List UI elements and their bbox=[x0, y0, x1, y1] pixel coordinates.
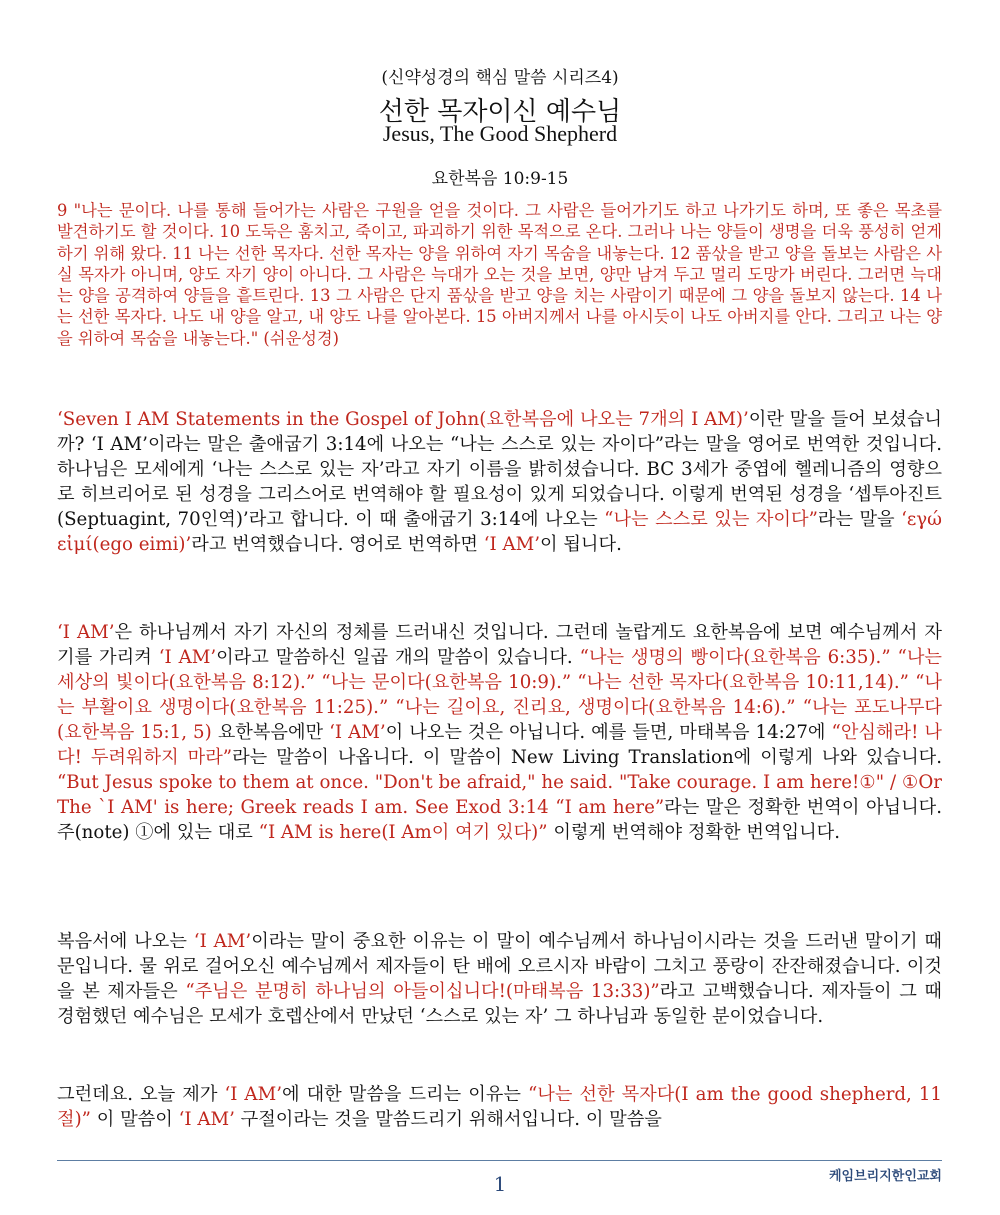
text-run: 이라는 말이 중요한 이유는 이 말이 예수님께서 하나님이시라는 것을 드러낸 말이기 때문입니다. 물 위로 걸어오신 예수님께서 제자들이 탄 배에 오르시자 바람이 그치고 풍랑이 잔잔해졌습니다. 이것을 본 제자들은 bbox=[57, 931, 942, 1002]
page-number: 1 bbox=[493, 1172, 507, 1196]
text-run: 라는 말은 정확한 번역이 아닙니다. 주(note) ①에 있는 대로 bbox=[57, 797, 943, 843]
text-highlight: ‘I AM’ bbox=[329, 722, 386, 743]
footer-divider bbox=[57, 1160, 942, 1161]
page-title: 선한 목자이신 예수님 bbox=[378, 97, 622, 127]
text-run: 그런데요. 오늘 제가 bbox=[57, 1084, 225, 1105]
paragraph-4 bbox=[57, 1082, 942, 1132]
text-highlight: ‘Seven I AM Statements in the Gospel of John(요한복음에 나오는 7개의 I AM)’ bbox=[57, 409, 749, 430]
text-highlight: ‘I AM’ bbox=[178, 1109, 235, 1130]
text-run: 이란 말을 들어 보셨습니까? ‘I AM’이라는 말은 출애굽기 3:14에 나오는 “나는 스스로 있는 자이다”라는 말을 영어로 번역한 것입니다. 하나님은 모세에게 ‘나는 스스로 있는 자’라고 자기 이름을 밝히셨습니다. BC 3세가 중엽에 헬레니즘의 영향으로 히브리어로 된 성경을 그리스어로 번역해야 할 필요성이 있게 되었습니다. 이렇게 번역된 성경을 ‘셉투아진트(Septuagint, 70인역)’라고 합니다. 이 때 출애굽기 3:14에 나오는 bbox=[57, 409, 942, 530]
text-highlight: ‘I AM’ bbox=[57, 622, 115, 643]
text-highlight: “I AM is here(I Am이 여기 있다)” bbox=[258, 822, 548, 843]
page-subtitle: Jesus, The Good Shepherd bbox=[382, 121, 618, 146]
paragraph-1 bbox=[57, 407, 942, 557]
text-highlight: “주님은 분명히 하나님의 아들이십니다!(마태복음 13:33)” bbox=[185, 981, 660, 1002]
text-run: 이렇게 번역해야 정확한 번역입니다. bbox=[547, 822, 841, 843]
text-highlight: “But Jesus spoke to them at once. "Don't be afraid," he said. "Take courage. I am here!①" / ①Or The `I AM' is here; Greek reads I am. See Exod 3:14 “I am here” bbox=[57, 772, 942, 818]
text-highlight: ‘I AM’ bbox=[193, 931, 252, 952]
text-highlight: ‘I AM’ bbox=[158, 647, 217, 668]
text-highlight: “나는 스스로 있는 자이다” bbox=[604, 509, 818, 530]
text-run: 복음서에 나오는 bbox=[57, 931, 194, 952]
text-highlight: “나는 생명의 빵이다(요한복음 6:35).” “나는 세상의 빛이다(요한복음 8:12).” “나는 문이다(요한복음 10:9).” “나는 선한 목자다(요한복음 10:11,14).” “나는 부활이요 생명이다(요한복음 11:25).” “나는 길이요, 진리요, 생명이다(요한복음 14:6).” “나는 포도나무다(요한복음 15:1, 5) bbox=[57, 647, 942, 743]
text-highlight: ‘I AM’ bbox=[483, 534, 541, 555]
paragraph-2 bbox=[57, 620, 942, 845]
text-run: 요한복음에만 bbox=[211, 722, 330, 743]
text-highlight: “나는 선한 목자다(I am the good shepherd, 11절)” bbox=[57, 1084, 942, 1130]
series-label: (신약성경의 핵심 말씀 시리즈4) bbox=[381, 68, 619, 88]
text-run: 구절이라는 것을 말씀드리기 위해서입니다. 이 말씀을 bbox=[234, 1109, 662, 1130]
text-run: 라고 번역했습니다. 영어로 번역하면 bbox=[191, 534, 484, 555]
text-run: 라는 말을 bbox=[817, 509, 902, 530]
church-name: 케임브리지한인교회 bbox=[828, 1169, 942, 1184]
text-run: 이 나오는 것은 아닙니다. 예를 들면, 마태복음 14:27에 bbox=[385, 722, 832, 743]
text-highlight: ‘εγώ εἰμί(ego eimi)’ bbox=[57, 509, 942, 555]
text-run: 이 말씀이 bbox=[90, 1109, 179, 1130]
scripture-passage: 9 "나는 문이다. 나를 통해 들어가는 사람은 구원을 얻을 것이다. 그 사람은 들어가기도 하고 나가기도 하며, 또 좋은 목초를 발견하기도 할 것이다. 10 도둑은 훔치고, 죽이고, 파괴하기 위한 목적으로 온다. 그러나 나는 양들이 생명을 더욱 풍성히 얻게 하기 위해 왔다. 11 나는 선한 목자다. 선한 목자는 양을 위하여 자기 목숨을 내놓는다. 12 품삯을 받고 양을 돌보는 사람은 사실 목자가 아니며, 양도 자기 양이 아니다. 그 사람은 늑대가 오는 것을 보면, 양만 남겨 두고 멀리 도망가 버린다. 그러면 늑대는 양을 공격하여 양들을 흩트린다. 13 그 사람은 단지 품삯을 받고 양을 치는 사람이기 때문에 그 양을 돌보지 않는다. 14 나는 선한 목자다. 나도 내 양을 알고, 내 양도 나를 알아본다. 15 아버지께서 나를 아시듯이 나도 아버지를 안다. 그리고 나는 양을 위하여 목숨을 내놓는다." (쉬운성경) bbox=[57, 201, 942, 348]
text-run: 에 대한 말씀을 드리는 이유는 bbox=[281, 1084, 528, 1105]
text-highlight: ‘I AM’ bbox=[224, 1084, 282, 1105]
paragraph-3 bbox=[57, 929, 942, 1029]
text-run: 라는 말씀이 나옵니다. 이 말씀이 New Living Translation에 이렇게 나와 있습니다. bbox=[232, 747, 943, 768]
text-run: 이라고 말씀하신 일곱 개의 말씀이 있습니다. bbox=[216, 647, 580, 668]
text-run: 이 됩니다. bbox=[540, 534, 622, 555]
text-run: 은 하나님께서 자기 자신의 정체를 드러내신 것입니다. 그런데 놀랍게도 요한복음에 보면 예수님께서 자기를 가리켜 bbox=[57, 622, 942, 668]
text-highlight: “안심해라! 나다! 두려워하지 마라” bbox=[57, 722, 942, 768]
scripture-reference: 요한복음 10:9-15 bbox=[431, 169, 569, 189]
text-run: 라고 고백했습니다. 제자들이 그 때 경험했던 예수님은 모세가 호렙산에서 만났던 ‘스스로 있는 자’ 그 하나님과 동일한 분이었습니다. bbox=[57, 981, 943, 1027]
